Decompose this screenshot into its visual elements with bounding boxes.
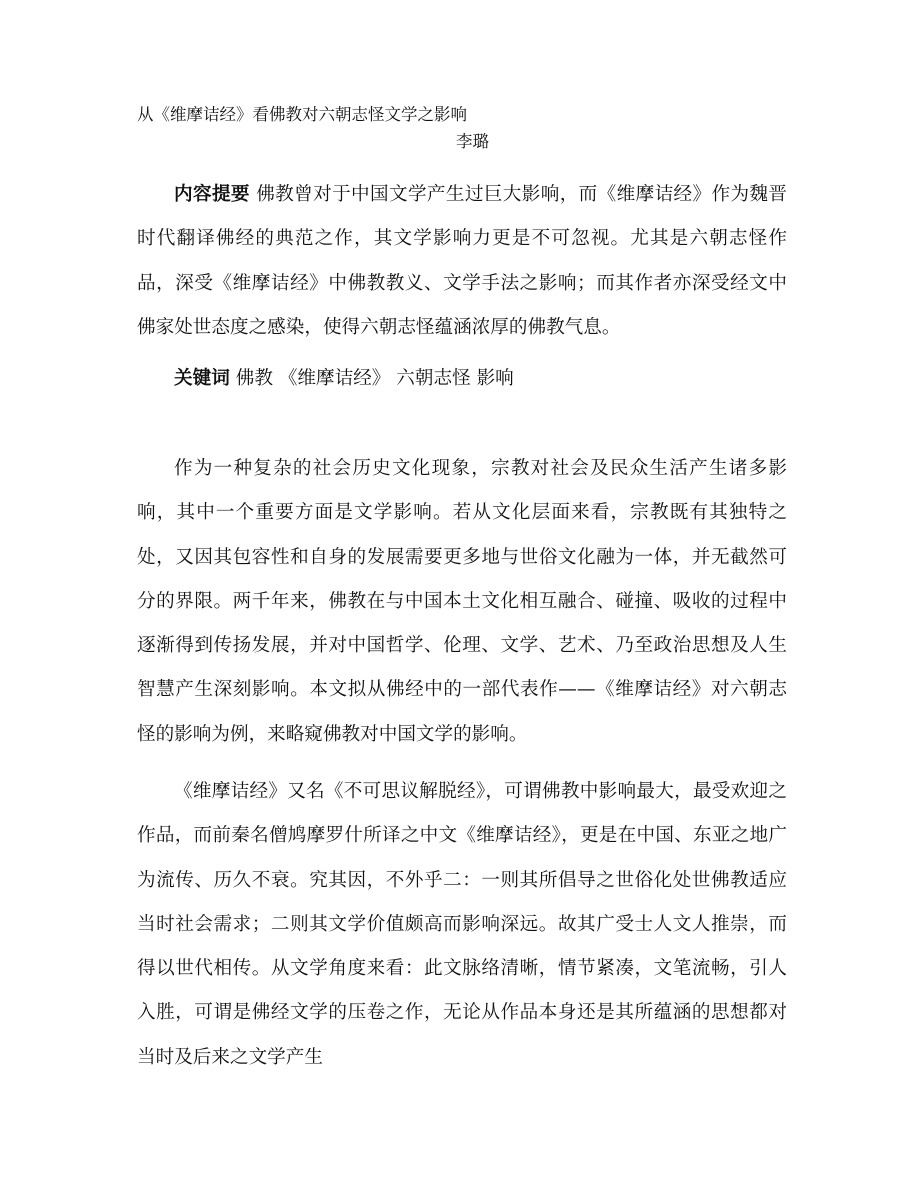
abstract-text: 佛教曾对于中国文学产生过巨大影响，而《维摩诘经》作为魏晋时代翻译佛经的典范之作，其文学影响力更是不可忽视。尤其是六朝志怪作品，深受《维摩诘经》中佛教教义、文学手法之影响；而其作者亦深受经文中佛家处世态度之感染，使得六朝志怪蕴涵浓厚的佛教气息。 — [137, 184, 787, 338]
keywords-text: 佛教 《维摩诘经》 六朝志怪 影响 — [235, 368, 514, 389]
author-name: 李璐 — [456, 132, 489, 151]
document-title: 从《维摩诘经》看佛教对六朝志怪文学之影响 — [137, 105, 467, 124]
keywords-paragraph — [137, 357, 787, 401]
abstract-paragraph — [137, 173, 787, 350]
keywords-label: 关键词 — [174, 368, 230, 389]
body-paragraph-2: 《维摩诘经》又名《不可思议解脱经》，可谓佛教中影响最大，最受欢迎之作品，而前秦名僧鸠摩罗什所译之中文《维摩诘经》，更是在中国、东亚之地广为流传、历久不衰。究其因，不外乎二：一则其所倡导之世俗化处世佛教适应当时社会需求；二则其文学价值颇高而影响深远。故其广受士人文人推崇，而得以世代相传。从文学角度来看：此文脉络清晰，情节紧凑，文笔流畅，引人入胜，可谓是佛经文学的压卷之作，无论从作品本身还是其所蕴涵的思想都对当时及后来之文学产生 — [137, 781, 787, 1068]
abstract-label: 内容提要 — [174, 184, 250, 205]
body-paragraph-1: 作为一种复杂的社会历史文化现象，宗教对社会及民众生活产生诸多影响，其中一个重要方面是文学影响。若从文化层面来看，宗教既有其独特之处，又因其包容性和自身的发展需要更多地与世俗文化融为一体，并无截然可分的界限。两千年来，佛教在与中国本土文化相互融合、碰撞、吸收的过程中逐渐得到传扬发展，并对中国哲学、伦理、文学、艺术、乃至政治思想及人生智慧产生深刻影响。本文拟从佛经中的一部代表作——《维摩诘经》对六朝志怪的影响为例，来略窥佛教对中国文学的影响。 — [137, 458, 787, 745]
